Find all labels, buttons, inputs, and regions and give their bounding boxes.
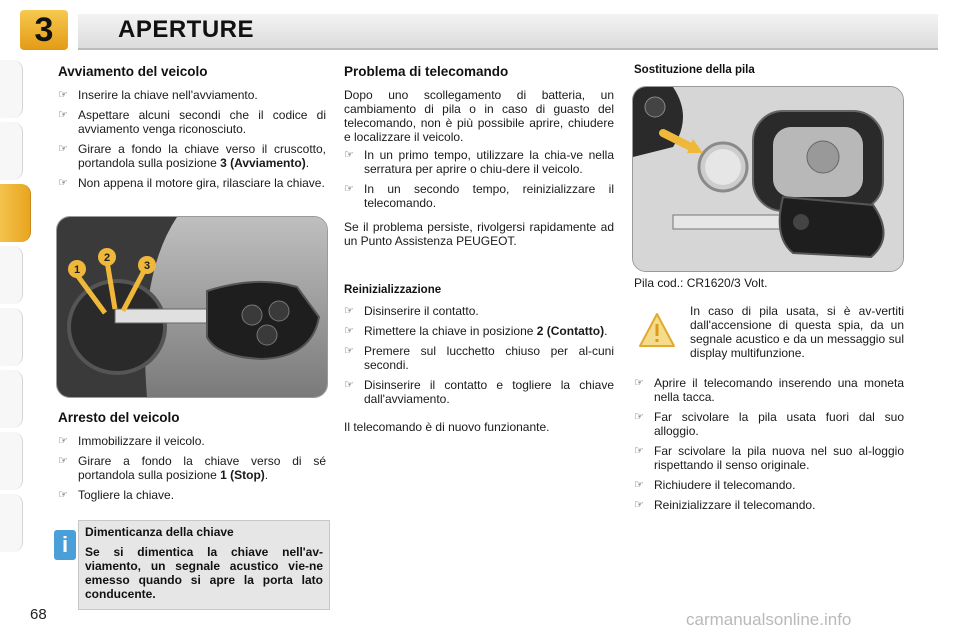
list-item-text: Girare a fondo la chiave verso di sé portandola sulla posizione: [78, 454, 326, 482]
intro-problema: Dopo uno scollegamento di batteria, un cambiamento di pila o in caso di guasto del telecomando, non è più possibile aprire, chiudere e localizzare il veicolo.: [344, 88, 614, 144]
pointing-hand-icon: ☞: [344, 149, 354, 161]
position-label-3: 3: [143, 260, 151, 272]
pointing-hand-icon: ☞: [58, 89, 68, 101]
ignition-photo: [56, 216, 328, 398]
chapter-tab[interactable]: [0, 494, 23, 552]
warning-triangle-icon: [638, 312, 676, 348]
pointing-hand-icon: ☞: [58, 143, 68, 155]
chapter-tab[interactable]: [0, 308, 23, 366]
list-item: [634, 498, 904, 512]
position-label-1: 1: [73, 264, 81, 276]
pointing-hand-icon: ☞: [344, 305, 354, 317]
page-number: 68: [30, 606, 47, 623]
list-avviamento: [58, 88, 326, 196]
title-bar: [78, 14, 938, 50]
list-item: [344, 324, 614, 338]
list-item: [634, 376, 904, 404]
info-icon: i: [54, 530, 76, 560]
pointing-hand-icon: ☞: [58, 109, 68, 121]
list-item-text: In un secondo tempo, reinizializzare il telecomando.: [364, 182, 614, 210]
list-item: [58, 176, 326, 190]
list-item-bold: 2 (Contatto): [536, 324, 605, 338]
heading-problema: Problema di telecomando: [344, 64, 509, 79]
pointing-hand-icon: ☞: [344, 345, 354, 357]
list-problema: [344, 148, 614, 216]
watermark: carmanualsonline.info: [686, 610, 852, 629]
pointing-hand-icon: ☞: [344, 325, 354, 337]
list-item-bold: 3 (Avviamento): [220, 156, 306, 170]
chapter-tab[interactable]: [0, 370, 23, 428]
chapter-number: 3: [34, 10, 54, 49]
chapter-tab[interactable]: [0, 60, 23, 118]
list-sostituzione: [634, 376, 904, 518]
list-item-text: Disinserire il contatto.: [364, 304, 479, 318]
list-item: [634, 478, 904, 492]
list-arresto: [58, 434, 326, 508]
list-item-text: Disinserire il contatto e togliere la chiave dall'avviamento.: [364, 378, 614, 406]
chapter-tab[interactable]: [0, 122, 23, 180]
chapter-number-badge: [20, 10, 68, 50]
pointing-hand-icon: ☞: [344, 183, 354, 195]
list-item-text: Togliere la chiave.: [78, 488, 175, 502]
list-item-text: Premere sul lucchetto chiuso per al-cuni secondi.: [364, 344, 614, 372]
list-item-tail: .: [264, 468, 269, 482]
list-item: [58, 142, 326, 170]
list-item: [58, 434, 326, 448]
list-item-text: Non appena il motore gira, rilasciare la chiave.: [78, 176, 325, 190]
pointing-hand-icon: ☞: [58, 435, 68, 447]
list-item-text: Far scivolare la pila nuova nel suo al-loggio rispettando il senso originale.: [654, 444, 904, 472]
list-item-text: Aspettare alcuni secondi che il codice di avviamento venga riconosciuto.: [78, 108, 326, 136]
list-item: [58, 88, 326, 102]
heading-avviamento: Avviamento del veicolo: [58, 64, 208, 79]
list-item: [634, 410, 904, 438]
outro-telecomando: Il telecomando è di nuovo funzionante.: [344, 420, 550, 434]
info-body: Se si dimentica la chiave nell'av-viamento, un segnale acustico vie-ne emesso quando si apre la porta lato conducente.: [85, 545, 323, 601]
info-title: Dimenticanza della chiave: [85, 525, 234, 539]
list-item: [58, 454, 326, 482]
list-reinizializzazione: [344, 304, 614, 412]
list-item: [344, 378, 614, 406]
list-item: [634, 444, 904, 472]
list-item-text: In un primo tempo, utilizzare la chia-ve nella serratura per aprire o chiu-dere il veicolo.: [364, 148, 614, 176]
pointing-hand-icon: ☞: [58, 455, 68, 467]
list-item: [344, 344, 614, 372]
list-item-tail: .: [604, 324, 608, 338]
remote-battery-illustration: [633, 87, 903, 271]
pointing-hand-icon: ☞: [634, 377, 644, 389]
list-item: [344, 182, 614, 210]
list-item-text: Rimettere la chiave in posizione: [364, 324, 537, 338]
pointing-hand-icon: ☞: [634, 445, 644, 457]
list-item-text: Reinizializzare il telecomando.: [654, 498, 816, 512]
pointing-hand-icon: ☞: [634, 479, 644, 491]
list-item: [58, 108, 326, 136]
para-assistenza: Se il problema persiste, rivolgersi rapidamente ad un Punto Assistenza PEUGEOT.: [344, 220, 614, 248]
ignition-key-illustration: [57, 217, 327, 397]
list-item-bold: 1 (Stop): [220, 468, 265, 482]
chapter-tab[interactable]: [0, 432, 23, 490]
pointing-hand-icon: ☞: [634, 499, 644, 511]
pointing-hand-icon: ☞: [58, 177, 68, 189]
heading-arresto: Arresto del veicolo: [58, 410, 180, 425]
list-item-text: Far scivolare la pila usata fuori dal suo alloggio.: [654, 410, 904, 438]
list-item-text: Immobilizzare il veicolo.: [78, 434, 205, 448]
pointing-hand-icon: ☞: [634, 411, 644, 423]
list-item-text: Girare a fondo la chiave verso il cruscotto, portandola sulla posizione: [78, 142, 326, 170]
pointing-hand-icon: ☞: [58, 489, 68, 501]
list-item-text: Inserire la chiave nell'avviamento.: [78, 88, 258, 102]
page-title: APERTURE: [118, 16, 255, 43]
battery-photo: [632, 86, 904, 272]
list-item: [344, 148, 614, 176]
battery-code: Pila cod.: CR1620/3 Volt.: [634, 276, 768, 290]
heading-sostituzione: Sostituzione della pila: [634, 64, 755, 76]
list-item-text: Aprire il telecomando inserendo una moneta nella tacca.: [654, 376, 904, 404]
heading-reinizializzazione: Reinizializzazione: [344, 284, 442, 296]
pointing-hand-icon: ☞: [344, 379, 354, 391]
warning-text: In caso di pila usata, si è av-vertiti dall'accensione di questa spia, da un segnale acustico e da un messaggio sul display multifunzione.: [690, 304, 904, 360]
chapter-tab[interactable]: [0, 246, 23, 304]
list-item: [58, 488, 326, 502]
list-item-text: Richiudere il telecomando.: [654, 478, 796, 492]
position-label-2: 2: [103, 252, 111, 264]
chapter-tab-active[interactable]: [0, 184, 31, 242]
list-item: [344, 304, 614, 318]
info-box-key: [78, 520, 330, 610]
chapter-tab-rail: [0, 50, 30, 590]
page-header: [20, 6, 960, 54]
list-item-tail: .: [305, 156, 310, 170]
